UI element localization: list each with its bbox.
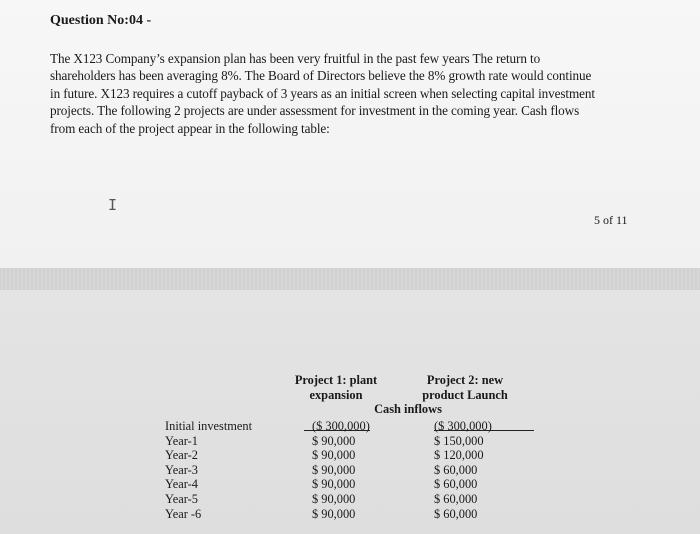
project1-header-line: expansion — [309, 388, 363, 402]
project2-value: $ 120,000 — [434, 448, 484, 463]
row-label: Year-4 — [165, 477, 198, 492]
paragraph-line: The X123 Company’s expansion plan has been very fruitful in the past few years The return to — [50, 51, 541, 66]
row-label: Year -6 — [165, 506, 202, 521]
project2-values-column — [434, 419, 492, 521]
page-separator — [0, 268, 700, 290]
project2-value: $ 150,000 — [434, 433, 484, 448]
text-cursor-icon: I — [108, 196, 118, 214]
question-paragraph — [50, 50, 650, 137]
project2-value: $ 60,000 — [434, 477, 478, 492]
paragraph-line: from each of the project appear in the following table: — [50, 120, 330, 136]
cash-inflows-header: Cash inflows — [374, 402, 442, 416]
project1-values-column — [312, 419, 370, 521]
row-label: Year-3 — [165, 462, 198, 477]
project1-value: $ 90,000 — [312, 477, 356, 492]
project1-header-line: Project 1: plant — [294, 373, 378, 387]
project2-header-line: Project 2: new — [426, 373, 504, 387]
row-label: Year-2 — [165, 448, 198, 463]
question-title: Question No:04 - — [50, 13, 152, 28]
paragraph-line: in future. X123 requires a cutoff payback of 3 years as an initial screen when selecting capital investment — [50, 85, 595, 101]
project1-value: $ 90,000 — [312, 491, 356, 506]
page-indicator: 5 of 11 — [594, 213, 628, 227]
row-labels-column — [165, 419, 252, 521]
row-label: Year-5 — [165, 491, 198, 506]
row-label: Initial investment — [165, 419, 253, 433]
row-label: Year-1 — [165, 433, 198, 448]
project1-value: $ 90,000 — [312, 433, 356, 448]
project1-header — [290, 373, 382, 403]
paragraph-line: shareholders has been averaging 8%. The Board of Directors believe the 8% growth rate would continue — [50, 68, 592, 84]
project2-header — [418, 373, 512, 403]
project1-value: $ 90,000 — [312, 448, 356, 463]
project2-value: $ 60,000 — [434, 491, 478, 506]
paragraph-line: projects. The following 2 projects are under assessment for investment in the coming year. Cash flows — [50, 103, 580, 119]
project1-value: ($ 300,000) — [312, 419, 370, 433]
project2-value: $ 60,000 — [434, 462, 478, 477]
project1-value: $ 90,000 — [312, 462, 356, 477]
project2-value: ($ 300,000) — [434, 419, 492, 433]
project1-value: $ 90,000 — [312, 506, 356, 521]
project2-header-line: product Launch — [422, 388, 508, 402]
project2-value: $ 60,000 — [434, 506, 478, 521]
